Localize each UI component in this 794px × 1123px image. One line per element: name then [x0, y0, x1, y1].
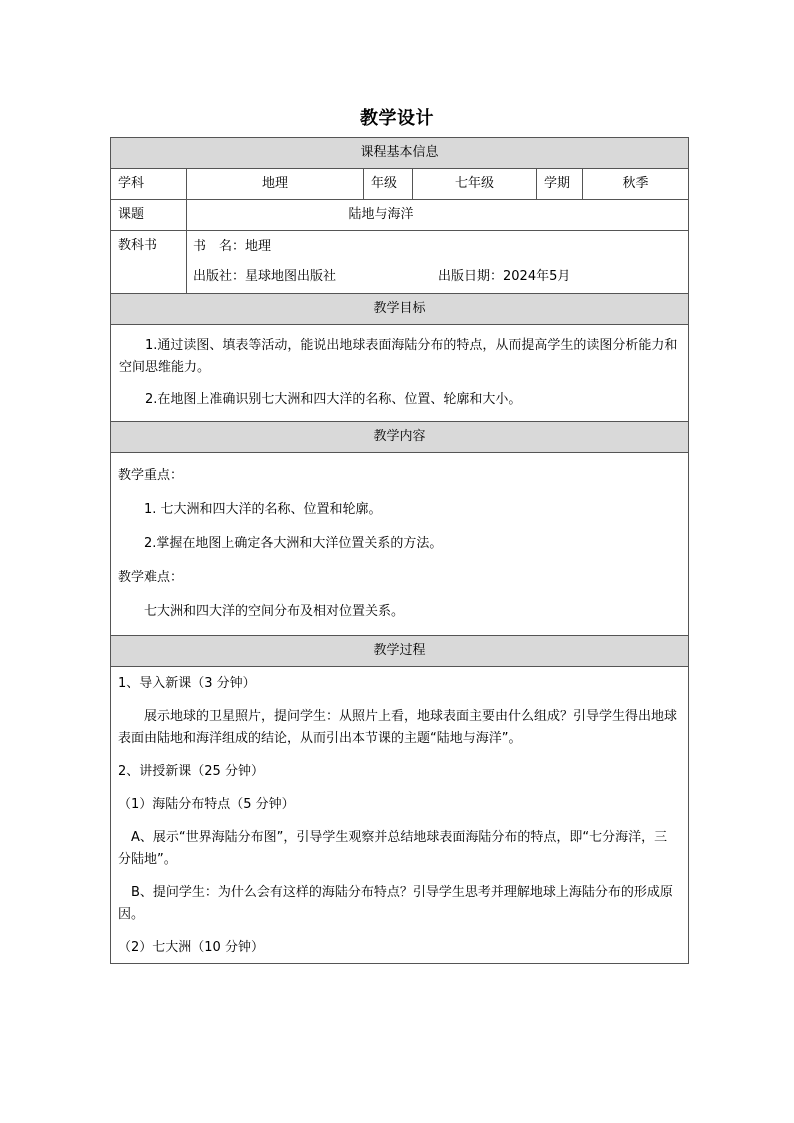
substep-text: B、提问学生：为什么会有这样的海陆分布特点？引导学生思考并理解地球上海陆分布的形成原因。 [118, 885, 673, 922]
textbook-row [111, 231, 689, 294]
difficulty-text: 七大洲和四大洋的空间分布及相对位置关系。 [144, 604, 405, 619]
substep-title: （1）海陆分布特点（5 分钟） [118, 797, 295, 812]
subject-label: 学科 [111, 169, 187, 200]
substep-title: （2）七大洲（10 分钟） [118, 940, 264, 955]
key-point-item: 2.掌握在地图上确定各大洲和大洋位置关系的方法。 [144, 536, 443, 551]
topic-value: 陆地与海洋 [187, 200, 689, 231]
term-label: 学期 [537, 169, 583, 200]
content-row [111, 453, 689, 636]
step-title: 1、导入新课（3 分钟） [118, 676, 256, 691]
objectives-cell [111, 325, 689, 422]
objectives-row [111, 325, 689, 422]
process-cell [111, 667, 689, 964]
book-name: 书 名：地理 [193, 239, 272, 254]
subject-value: 地理 [187, 169, 364, 200]
section-header-content [111, 422, 689, 453]
grade-label: 年级 [364, 169, 413, 200]
publish-date: 出版日期：2024年5月 [438, 269, 571, 284]
step-text: 展示地球的卫星照片，提问学生：从照片上看，地球表面主要由什么组成？引导学生得出地球表面由陆地和海洋组成的结论，从而引出本节课的主题“陆地与海洋”。 [118, 709, 678, 746]
subject-row [111, 169, 689, 200]
section-header-objectives [111, 294, 689, 325]
topic-label: 课题 [111, 200, 187, 231]
section-title: 教学目标 [111, 294, 689, 325]
lesson-plan-table [110, 137, 689, 964]
difficulty-label: 教学难点： [118, 570, 184, 585]
grade-value: 七年级 [413, 169, 537, 200]
textbook-label: 教科书 [111, 231, 187, 294]
section-title: 教学内容 [111, 422, 689, 453]
topic-row [111, 200, 689, 231]
section-title: 课程基本信息 [111, 138, 689, 169]
section-header-basic [111, 138, 689, 169]
section-header-process [111, 636, 689, 667]
content-cell [111, 453, 689, 636]
key-point-item: 1. 七大洲和四大洋的名称、位置和轮廓。 [144, 502, 382, 517]
term-value: 秋季 [583, 169, 689, 200]
textbook-info [187, 231, 689, 294]
section-title: 教学过程 [111, 636, 689, 667]
page-title: 教学设计 [360, 108, 434, 129]
objective-item: 2.在地图上准确识别七大洲和四大洋的名称、位置、轮廓和大小。 [145, 392, 522, 407]
publisher-line [187, 262, 688, 292]
key-points-label: 教学重点： [118, 468, 184, 483]
publisher: 出版社：星球地图出版社 [193, 269, 337, 284]
process-row [111, 667, 689, 964]
step-title: 2、讲授新课（25 分钟） [118, 764, 264, 779]
objective-item: 1.通过读图、填表等活动，能说出地球表面海陆分布的特点，从而提高学生的读图分析能力和空间思维能力。 [119, 338, 678, 375]
substep-text: A、展示“世界海陆分布图”，引导学生观察并总结地球表面海陆分布的特点，即“七分海洋，三分陆地”。 [118, 830, 668, 867]
